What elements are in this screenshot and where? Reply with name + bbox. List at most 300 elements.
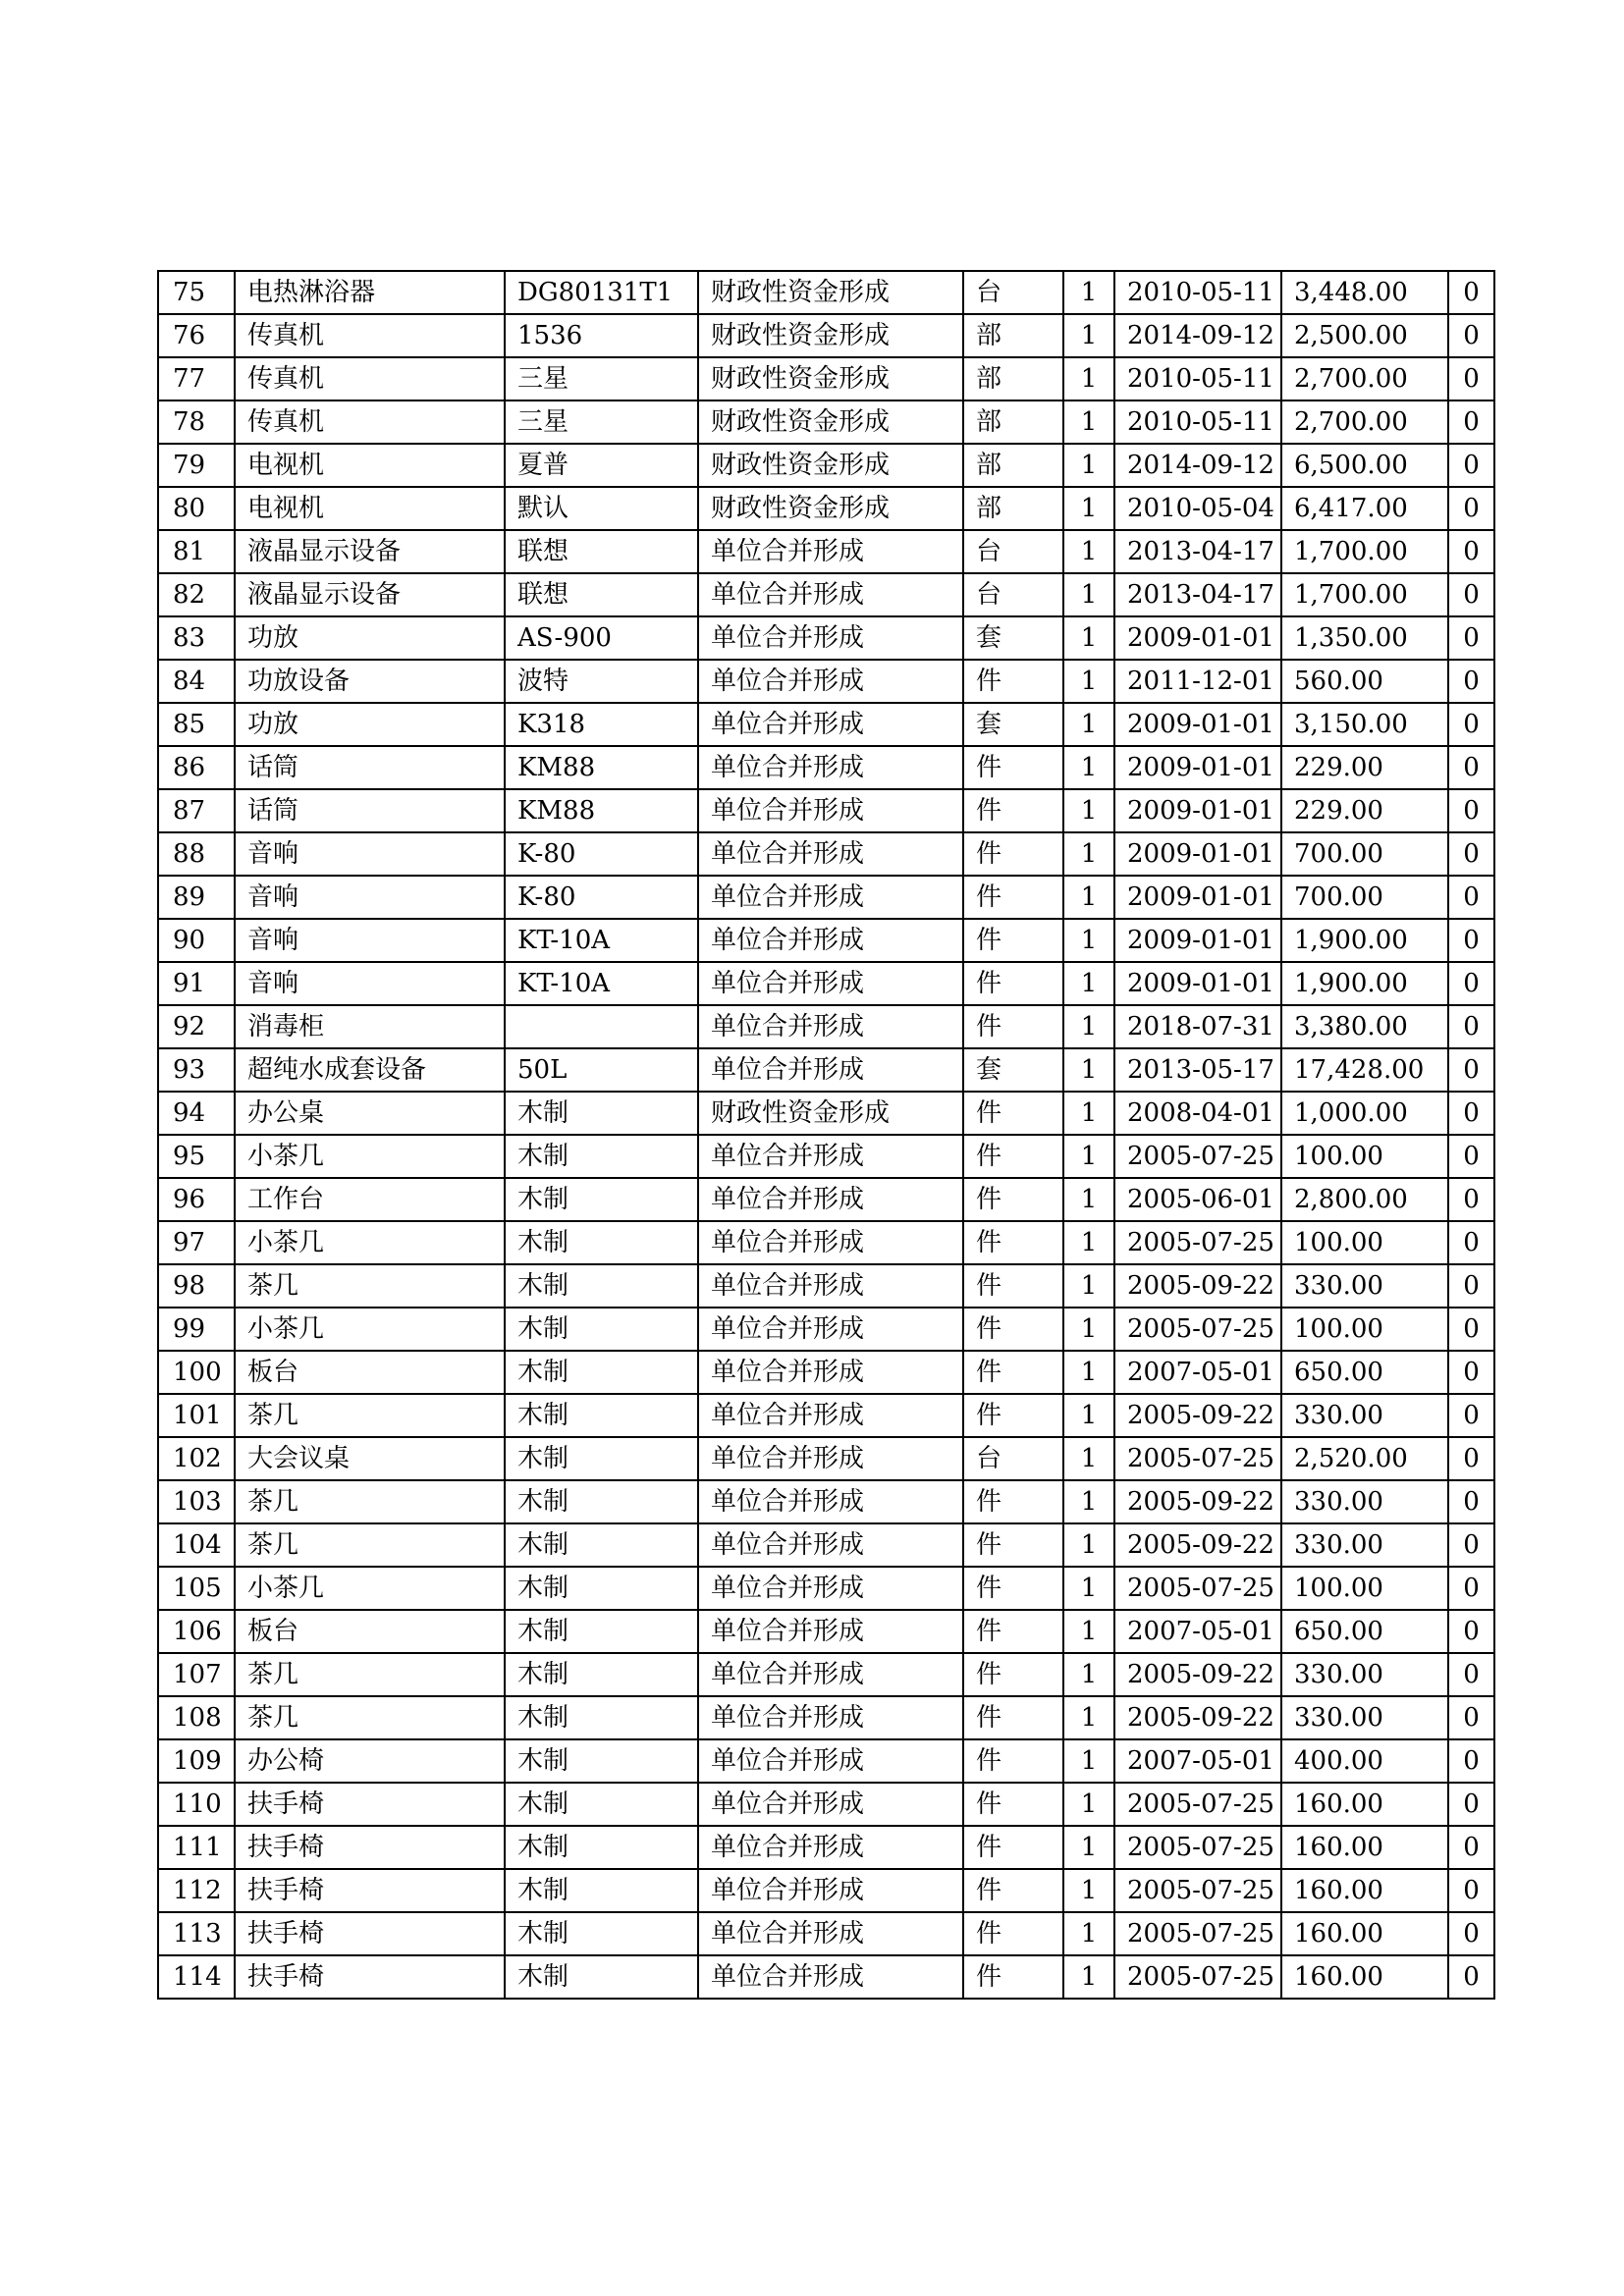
acquisition-date-cell: 2005-09-22: [1114, 1696, 1281, 1739]
table-row: [158, 962, 1494, 1005]
acquisition-date-cell: 2009-01-01: [1114, 919, 1281, 962]
table-row: [158, 1308, 1494, 1351]
funding-source-cell: 单位合并形成: [698, 660, 963, 703]
acquisition-date-cell: 2014-09-12: [1114, 314, 1281, 357]
item-name-cell: 音响: [235, 832, 505, 876]
unit-cell: 件: [963, 1653, 1063, 1696]
quantity-cell: 1: [1063, 530, 1114, 573]
table-row: [158, 1869, 1494, 1912]
table-row: [158, 1221, 1494, 1264]
remark-value-cell: 0: [1448, 832, 1494, 876]
funding-source-cell: 财政性资金形成: [698, 444, 963, 487]
item-name-cell: 功放: [235, 703, 505, 746]
funding-source-cell: 单位合并形成: [698, 1048, 963, 1092]
item-name-cell: 小茶几: [235, 1135, 505, 1178]
row-number-cell: 109: [158, 1739, 235, 1783]
model-spec-cell: [505, 1005, 698, 1048]
quantity-cell: 1: [1063, 660, 1114, 703]
funding-source-cell: 财政性资金形成: [698, 271, 963, 314]
table-row: [158, 1437, 1494, 1480]
unit-cell: 部: [963, 444, 1063, 487]
acquisition-date-cell: 2010-05-04: [1114, 487, 1281, 530]
unit-cell: 件: [963, 1783, 1063, 1826]
unit-cell: 件: [963, 1912, 1063, 1955]
model-spec-cell: KM88: [505, 746, 698, 789]
unit-cell: 件: [963, 1869, 1063, 1912]
table-row: [158, 1523, 1494, 1567]
row-number-cell: 97: [158, 1221, 235, 1264]
remark-value-cell: 0: [1448, 1523, 1494, 1567]
model-spec-cell: 1536: [505, 314, 698, 357]
row-number-cell: 100: [158, 1351, 235, 1394]
quantity-cell: 1: [1063, 314, 1114, 357]
remark-value-cell: 0: [1448, 1739, 1494, 1783]
quantity-cell: 1: [1063, 616, 1114, 660]
quantity-cell: 1: [1063, 919, 1114, 962]
model-spec-cell: 木制: [505, 1653, 698, 1696]
model-spec-cell: K318: [505, 703, 698, 746]
funding-source-cell: 单位合并形成: [698, 1523, 963, 1567]
unit-cell: 件: [963, 832, 1063, 876]
row-number-cell: 112: [158, 1869, 235, 1912]
quantity-cell: 1: [1063, 703, 1114, 746]
table-row: [158, 1394, 1494, 1437]
model-spec-cell: 波特: [505, 660, 698, 703]
table-row: [158, 1955, 1494, 1999]
row-number-cell: 92: [158, 1005, 235, 1048]
row-number-cell: 98: [158, 1264, 235, 1308]
remark-value-cell: 0: [1448, 487, 1494, 530]
remark-value-cell: 0: [1448, 1912, 1494, 1955]
amount-cell: 160.00: [1281, 1826, 1448, 1869]
quantity-cell: 1: [1063, 573, 1114, 616]
quantity-cell: 1: [1063, 1912, 1114, 1955]
row-number-cell: 114: [158, 1955, 235, 1999]
remark-value-cell: 0: [1448, 1826, 1494, 1869]
amount-cell: 100.00: [1281, 1567, 1448, 1610]
model-spec-cell: 木制: [505, 1480, 698, 1523]
quantity-cell: 1: [1063, 1221, 1114, 1264]
amount-cell: 400.00: [1281, 1739, 1448, 1783]
amount-cell: 100.00: [1281, 1221, 1448, 1264]
remark-value-cell: 0: [1448, 1135, 1494, 1178]
acquisition-date-cell: 2005-07-25: [1114, 1912, 1281, 1955]
funding-source-cell: 单位合并形成: [698, 703, 963, 746]
item-name-cell: 茶几: [235, 1394, 505, 1437]
item-name-cell: 扶手椅: [235, 1955, 505, 1999]
amount-cell: 650.00: [1281, 1351, 1448, 1394]
model-spec-cell: K-80: [505, 876, 698, 919]
unit-cell: 件: [963, 1610, 1063, 1653]
amount-cell: 160.00: [1281, 1869, 1448, 1912]
amount-cell: 1,700.00: [1281, 573, 1448, 616]
quantity-cell: 1: [1063, 357, 1114, 400]
remark-value-cell: 0: [1448, 1308, 1494, 1351]
remark-value-cell: 0: [1448, 400, 1494, 444]
item-name-cell: 电热淋浴器: [235, 271, 505, 314]
item-name-cell: 消毒柜: [235, 1005, 505, 1048]
row-number-cell: 86: [158, 746, 235, 789]
funding-source-cell: 单位合并形成: [698, 1610, 963, 1653]
amount-cell: 17,428.00: [1281, 1048, 1448, 1092]
item-name-cell: 办公椅: [235, 1739, 505, 1783]
funding-source-cell: 单位合并形成: [698, 1912, 963, 1955]
acquisition-date-cell: 2009-01-01: [1114, 746, 1281, 789]
table-row: [158, 1135, 1494, 1178]
funding-source-cell: 单位合并形成: [698, 1394, 963, 1437]
quantity-cell: 1: [1063, 1005, 1114, 1048]
quantity-cell: 1: [1063, 1394, 1114, 1437]
funding-source-cell: 财政性资金形成: [698, 314, 963, 357]
funding-source-cell: 单位合并形成: [698, 1696, 963, 1739]
amount-cell: 100.00: [1281, 1308, 1448, 1351]
unit-cell: 件: [963, 1308, 1063, 1351]
table-row: [158, 1048, 1494, 1092]
row-number-cell: 107: [158, 1653, 235, 1696]
acquisition-date-cell: 2005-07-25: [1114, 1826, 1281, 1869]
model-spec-cell: 三星: [505, 400, 698, 444]
row-number-cell: 103: [158, 1480, 235, 1523]
table-body: [158, 271, 1494, 1999]
table-row: [158, 1653, 1494, 1696]
remark-value-cell: 0: [1448, 1394, 1494, 1437]
quantity-cell: 1: [1063, 1610, 1114, 1653]
funding-source-cell: 单位合并形成: [698, 789, 963, 832]
model-spec-cell: 木制: [505, 1955, 698, 1999]
row-number-cell: 84: [158, 660, 235, 703]
row-number-cell: 88: [158, 832, 235, 876]
model-spec-cell: K-80: [505, 832, 698, 876]
acquisition-date-cell: 2013-05-17: [1114, 1048, 1281, 1092]
acquisition-date-cell: 2005-09-22: [1114, 1394, 1281, 1437]
row-number-cell: 83: [158, 616, 235, 660]
model-spec-cell: 木制: [505, 1567, 698, 1610]
item-name-cell: 电视机: [235, 487, 505, 530]
amount-cell: 330.00: [1281, 1264, 1448, 1308]
funding-source-cell: 单位合并形成: [698, 1178, 963, 1221]
item-name-cell: 茶几: [235, 1653, 505, 1696]
model-spec-cell: 木制: [505, 1610, 698, 1653]
item-name-cell: 板台: [235, 1610, 505, 1653]
amount-cell: 1,700.00: [1281, 530, 1448, 573]
row-number-cell: 101: [158, 1394, 235, 1437]
quantity-cell: 1: [1063, 1826, 1114, 1869]
acquisition-date-cell: 2007-05-01: [1114, 1739, 1281, 1783]
remark-value-cell: 0: [1448, 616, 1494, 660]
funding-source-cell: 单位合并形成: [698, 1480, 963, 1523]
remark-value-cell: 0: [1448, 271, 1494, 314]
funding-source-cell: 单位合并形成: [698, 1826, 963, 1869]
amount-cell: 330.00: [1281, 1696, 1448, 1739]
table-row: [158, 573, 1494, 616]
amount-cell: 1,900.00: [1281, 919, 1448, 962]
quantity-cell: 1: [1063, 1351, 1114, 1394]
quantity-cell: 1: [1063, 487, 1114, 530]
amount-cell: 2,520.00: [1281, 1437, 1448, 1480]
model-spec-cell: KT-10A: [505, 919, 698, 962]
amount-cell: 3,380.00: [1281, 1005, 1448, 1048]
row-number-cell: 108: [158, 1696, 235, 1739]
quantity-cell: 1: [1063, 1696, 1114, 1739]
unit-cell: 台: [963, 271, 1063, 314]
remark-value-cell: 0: [1448, 746, 1494, 789]
acquisition-date-cell: 2009-01-01: [1114, 832, 1281, 876]
item-name-cell: 话筒: [235, 746, 505, 789]
item-name-cell: 音响: [235, 919, 505, 962]
amount-cell: 700.00: [1281, 876, 1448, 919]
remark-value-cell: 0: [1448, 703, 1494, 746]
row-number-cell: 89: [158, 876, 235, 919]
funding-source-cell: 单位合并形成: [698, 919, 963, 962]
row-number-cell: 81: [158, 530, 235, 573]
row-number-cell: 106: [158, 1610, 235, 1653]
item-name-cell: 话筒: [235, 789, 505, 832]
row-number-cell: 95: [158, 1135, 235, 1178]
unit-cell: 件: [963, 1394, 1063, 1437]
acquisition-date-cell: 2005-07-25: [1114, 1308, 1281, 1351]
funding-source-cell: 单位合并形成: [698, 1653, 963, 1696]
amount-cell: 330.00: [1281, 1394, 1448, 1437]
row-number-cell: 104: [158, 1523, 235, 1567]
acquisition-date-cell: 2005-07-25: [1114, 1221, 1281, 1264]
table-row: [158, 789, 1494, 832]
unit-cell: 台: [963, 1437, 1063, 1480]
amount-cell: 100.00: [1281, 1135, 1448, 1178]
quantity-cell: 1: [1063, 1308, 1114, 1351]
item-name-cell: 茶几: [235, 1523, 505, 1567]
model-spec-cell: 木制: [505, 1394, 698, 1437]
table-row: [158, 1351, 1494, 1394]
quantity-cell: 1: [1063, 876, 1114, 919]
acquisition-date-cell: 2014-09-12: [1114, 444, 1281, 487]
quantity-cell: 1: [1063, 1783, 1114, 1826]
amount-cell: 2,800.00: [1281, 1178, 1448, 1221]
model-spec-cell: 木制: [505, 1308, 698, 1351]
quantity-cell: 1: [1063, 400, 1114, 444]
quantity-cell: 1: [1063, 1567, 1114, 1610]
model-spec-cell: 50L: [505, 1048, 698, 1092]
model-spec-cell: 木制: [505, 1696, 698, 1739]
model-spec-cell: 联想: [505, 573, 698, 616]
table-row: [158, 660, 1494, 703]
item-name-cell: 传真机: [235, 400, 505, 444]
acquisition-date-cell: 2005-06-01: [1114, 1178, 1281, 1221]
table-row: [158, 271, 1494, 314]
item-name-cell: 音响: [235, 876, 505, 919]
funding-source-cell: 单位合并形成: [698, 1221, 963, 1264]
amount-cell: 229.00: [1281, 746, 1448, 789]
remark-value-cell: 0: [1448, 1783, 1494, 1826]
funding-source-cell: 单位合并形成: [698, 616, 963, 660]
row-number-cell: 93: [158, 1048, 235, 1092]
acquisition-date-cell: 2010-05-11: [1114, 357, 1281, 400]
remark-value-cell: 0: [1448, 530, 1494, 573]
remark-value-cell: 0: [1448, 660, 1494, 703]
item-name-cell: 液晶显示设备: [235, 530, 505, 573]
unit-cell: 台: [963, 573, 1063, 616]
table-row: [158, 357, 1494, 400]
amount-cell: 330.00: [1281, 1480, 1448, 1523]
acquisition-date-cell: 2008-04-01: [1114, 1092, 1281, 1135]
amount-cell: 330.00: [1281, 1523, 1448, 1567]
model-spec-cell: DG80131T1: [505, 271, 698, 314]
unit-cell: 件: [963, 746, 1063, 789]
funding-source-cell: 单位合并形成: [698, 832, 963, 876]
model-spec-cell: AS-900: [505, 616, 698, 660]
amount-cell: 6,417.00: [1281, 487, 1448, 530]
amount-cell: 1,350.00: [1281, 616, 1448, 660]
funding-source-cell: 单位合并形成: [698, 573, 963, 616]
unit-cell: 件: [963, 1955, 1063, 1999]
funding-source-cell: 单位合并形成: [698, 1264, 963, 1308]
unit-cell: 件: [963, 1092, 1063, 1135]
unit-cell: 件: [963, 919, 1063, 962]
item-name-cell: 音响: [235, 962, 505, 1005]
table-row: [158, 919, 1494, 962]
amount-cell: 700.00: [1281, 832, 1448, 876]
acquisition-date-cell: 2010-05-11: [1114, 400, 1281, 444]
unit-cell: 件: [963, 660, 1063, 703]
acquisition-date-cell: 2009-01-01: [1114, 876, 1281, 919]
item-name-cell: 电视机: [235, 444, 505, 487]
item-name-cell: 板台: [235, 1351, 505, 1394]
table-row: [158, 444, 1494, 487]
item-name-cell: 办公桌: [235, 1092, 505, 1135]
item-name-cell: 扶手椅: [235, 1912, 505, 1955]
quantity-cell: 1: [1063, 1955, 1114, 1999]
row-number-cell: 79: [158, 444, 235, 487]
row-number-cell: 110: [158, 1783, 235, 1826]
unit-cell: 套: [963, 1048, 1063, 1092]
table-row: [158, 1912, 1494, 1955]
acquisition-date-cell: 2005-07-25: [1114, 1567, 1281, 1610]
remark-value-cell: 0: [1448, 357, 1494, 400]
remark-value-cell: 0: [1448, 1351, 1494, 1394]
remark-value-cell: 0: [1448, 962, 1494, 1005]
model-spec-cell: 木制: [505, 1351, 698, 1394]
amount-cell: 229.00: [1281, 789, 1448, 832]
remark-value-cell: 0: [1448, 1653, 1494, 1696]
remark-value-cell: 0: [1448, 1869, 1494, 1912]
quantity-cell: 1: [1063, 1437, 1114, 1480]
funding-source-cell: 单位合并形成: [698, 1351, 963, 1394]
quantity-cell: 1: [1063, 1653, 1114, 1696]
quantity-cell: 1: [1063, 1092, 1114, 1135]
table-row: [158, 832, 1494, 876]
model-spec-cell: 默认: [505, 487, 698, 530]
item-name-cell: 扶手椅: [235, 1869, 505, 1912]
funding-source-cell: 单位合并形成: [698, 1308, 963, 1351]
table-row: [158, 1696, 1494, 1739]
item-name-cell: 功放设备: [235, 660, 505, 703]
quantity-cell: 1: [1063, 1264, 1114, 1308]
row-number-cell: 111: [158, 1826, 235, 1869]
funding-source-cell: 单位合并形成: [698, 1135, 963, 1178]
remark-value-cell: 0: [1448, 1048, 1494, 1092]
remark-value-cell: 0: [1448, 1437, 1494, 1480]
model-spec-cell: KT-10A: [505, 962, 698, 1005]
unit-cell: 部: [963, 487, 1063, 530]
remark-value-cell: 0: [1448, 919, 1494, 962]
quantity-cell: 1: [1063, 271, 1114, 314]
model-spec-cell: 木制: [505, 1912, 698, 1955]
item-name-cell: 工作台: [235, 1178, 505, 1221]
model-spec-cell: 木制: [505, 1739, 698, 1783]
amount-cell: 6,500.00: [1281, 444, 1448, 487]
quantity-cell: 1: [1063, 1178, 1114, 1221]
quantity-cell: 1: [1063, 1739, 1114, 1783]
acquisition-date-cell: 2009-01-01: [1114, 789, 1281, 832]
quantity-cell: 1: [1063, 1869, 1114, 1912]
amount-cell: 1,000.00: [1281, 1092, 1448, 1135]
funding-source-cell: 单位合并形成: [698, 1869, 963, 1912]
row-number-cell: 90: [158, 919, 235, 962]
model-spec-cell: 木制: [505, 1783, 698, 1826]
item-name-cell: 茶几: [235, 1696, 505, 1739]
funding-source-cell: 财政性资金形成: [698, 487, 963, 530]
unit-cell: 部: [963, 400, 1063, 444]
item-name-cell: 超纯水成套设备: [235, 1048, 505, 1092]
remark-value-cell: 0: [1448, 1005, 1494, 1048]
table-row: [158, 1610, 1494, 1653]
quantity-cell: 1: [1063, 1523, 1114, 1567]
remark-value-cell: 0: [1448, 876, 1494, 919]
acquisition-date-cell: 2009-01-01: [1114, 703, 1281, 746]
item-name-cell: 大会议桌: [235, 1437, 505, 1480]
remark-value-cell: 0: [1448, 789, 1494, 832]
remark-value-cell: 0: [1448, 1955, 1494, 1999]
row-number-cell: 85: [158, 703, 235, 746]
acquisition-date-cell: 2005-07-25: [1114, 1869, 1281, 1912]
item-name-cell: 传真机: [235, 314, 505, 357]
acquisition-date-cell: 2009-01-01: [1114, 616, 1281, 660]
amount-cell: 160.00: [1281, 1783, 1448, 1826]
unit-cell: 件: [963, 1178, 1063, 1221]
amount-cell: 2,700.00: [1281, 400, 1448, 444]
funding-source-cell: 单位合并形成: [698, 1437, 963, 1480]
quantity-cell: 1: [1063, 1480, 1114, 1523]
acquisition-date-cell: 2013-04-17: [1114, 530, 1281, 573]
table-row: [158, 487, 1494, 530]
row-number-cell: 75: [158, 271, 235, 314]
acquisition-date-cell: 2005-09-22: [1114, 1264, 1281, 1308]
funding-source-cell: 单位合并形成: [698, 1783, 963, 1826]
unit-cell: 件: [963, 1567, 1063, 1610]
quantity-cell: 1: [1063, 962, 1114, 1005]
model-spec-cell: 木制: [505, 1869, 698, 1912]
table-row: [158, 530, 1494, 573]
table-row: [158, 746, 1494, 789]
table-row: [158, 1092, 1494, 1135]
funding-source-cell: 单位合并形成: [698, 1005, 963, 1048]
funding-source-cell: 财政性资金形成: [698, 357, 963, 400]
remark-value-cell: 0: [1448, 314, 1494, 357]
table-row: [158, 400, 1494, 444]
asset-table: [157, 270, 1495, 2000]
remark-value-cell: 0: [1448, 444, 1494, 487]
table-row: [158, 1739, 1494, 1783]
model-spec-cell: 木制: [505, 1523, 698, 1567]
funding-source-cell: 单位合并形成: [698, 746, 963, 789]
unit-cell: 件: [963, 1696, 1063, 1739]
amount-cell: 650.00: [1281, 1610, 1448, 1653]
model-spec-cell: 木制: [505, 1826, 698, 1869]
item-name-cell: 扶手椅: [235, 1783, 505, 1826]
acquisition-date-cell: 2005-07-25: [1114, 1437, 1281, 1480]
item-name-cell: 茶几: [235, 1264, 505, 1308]
unit-cell: 件: [963, 1826, 1063, 1869]
table-row: [158, 1264, 1494, 1308]
